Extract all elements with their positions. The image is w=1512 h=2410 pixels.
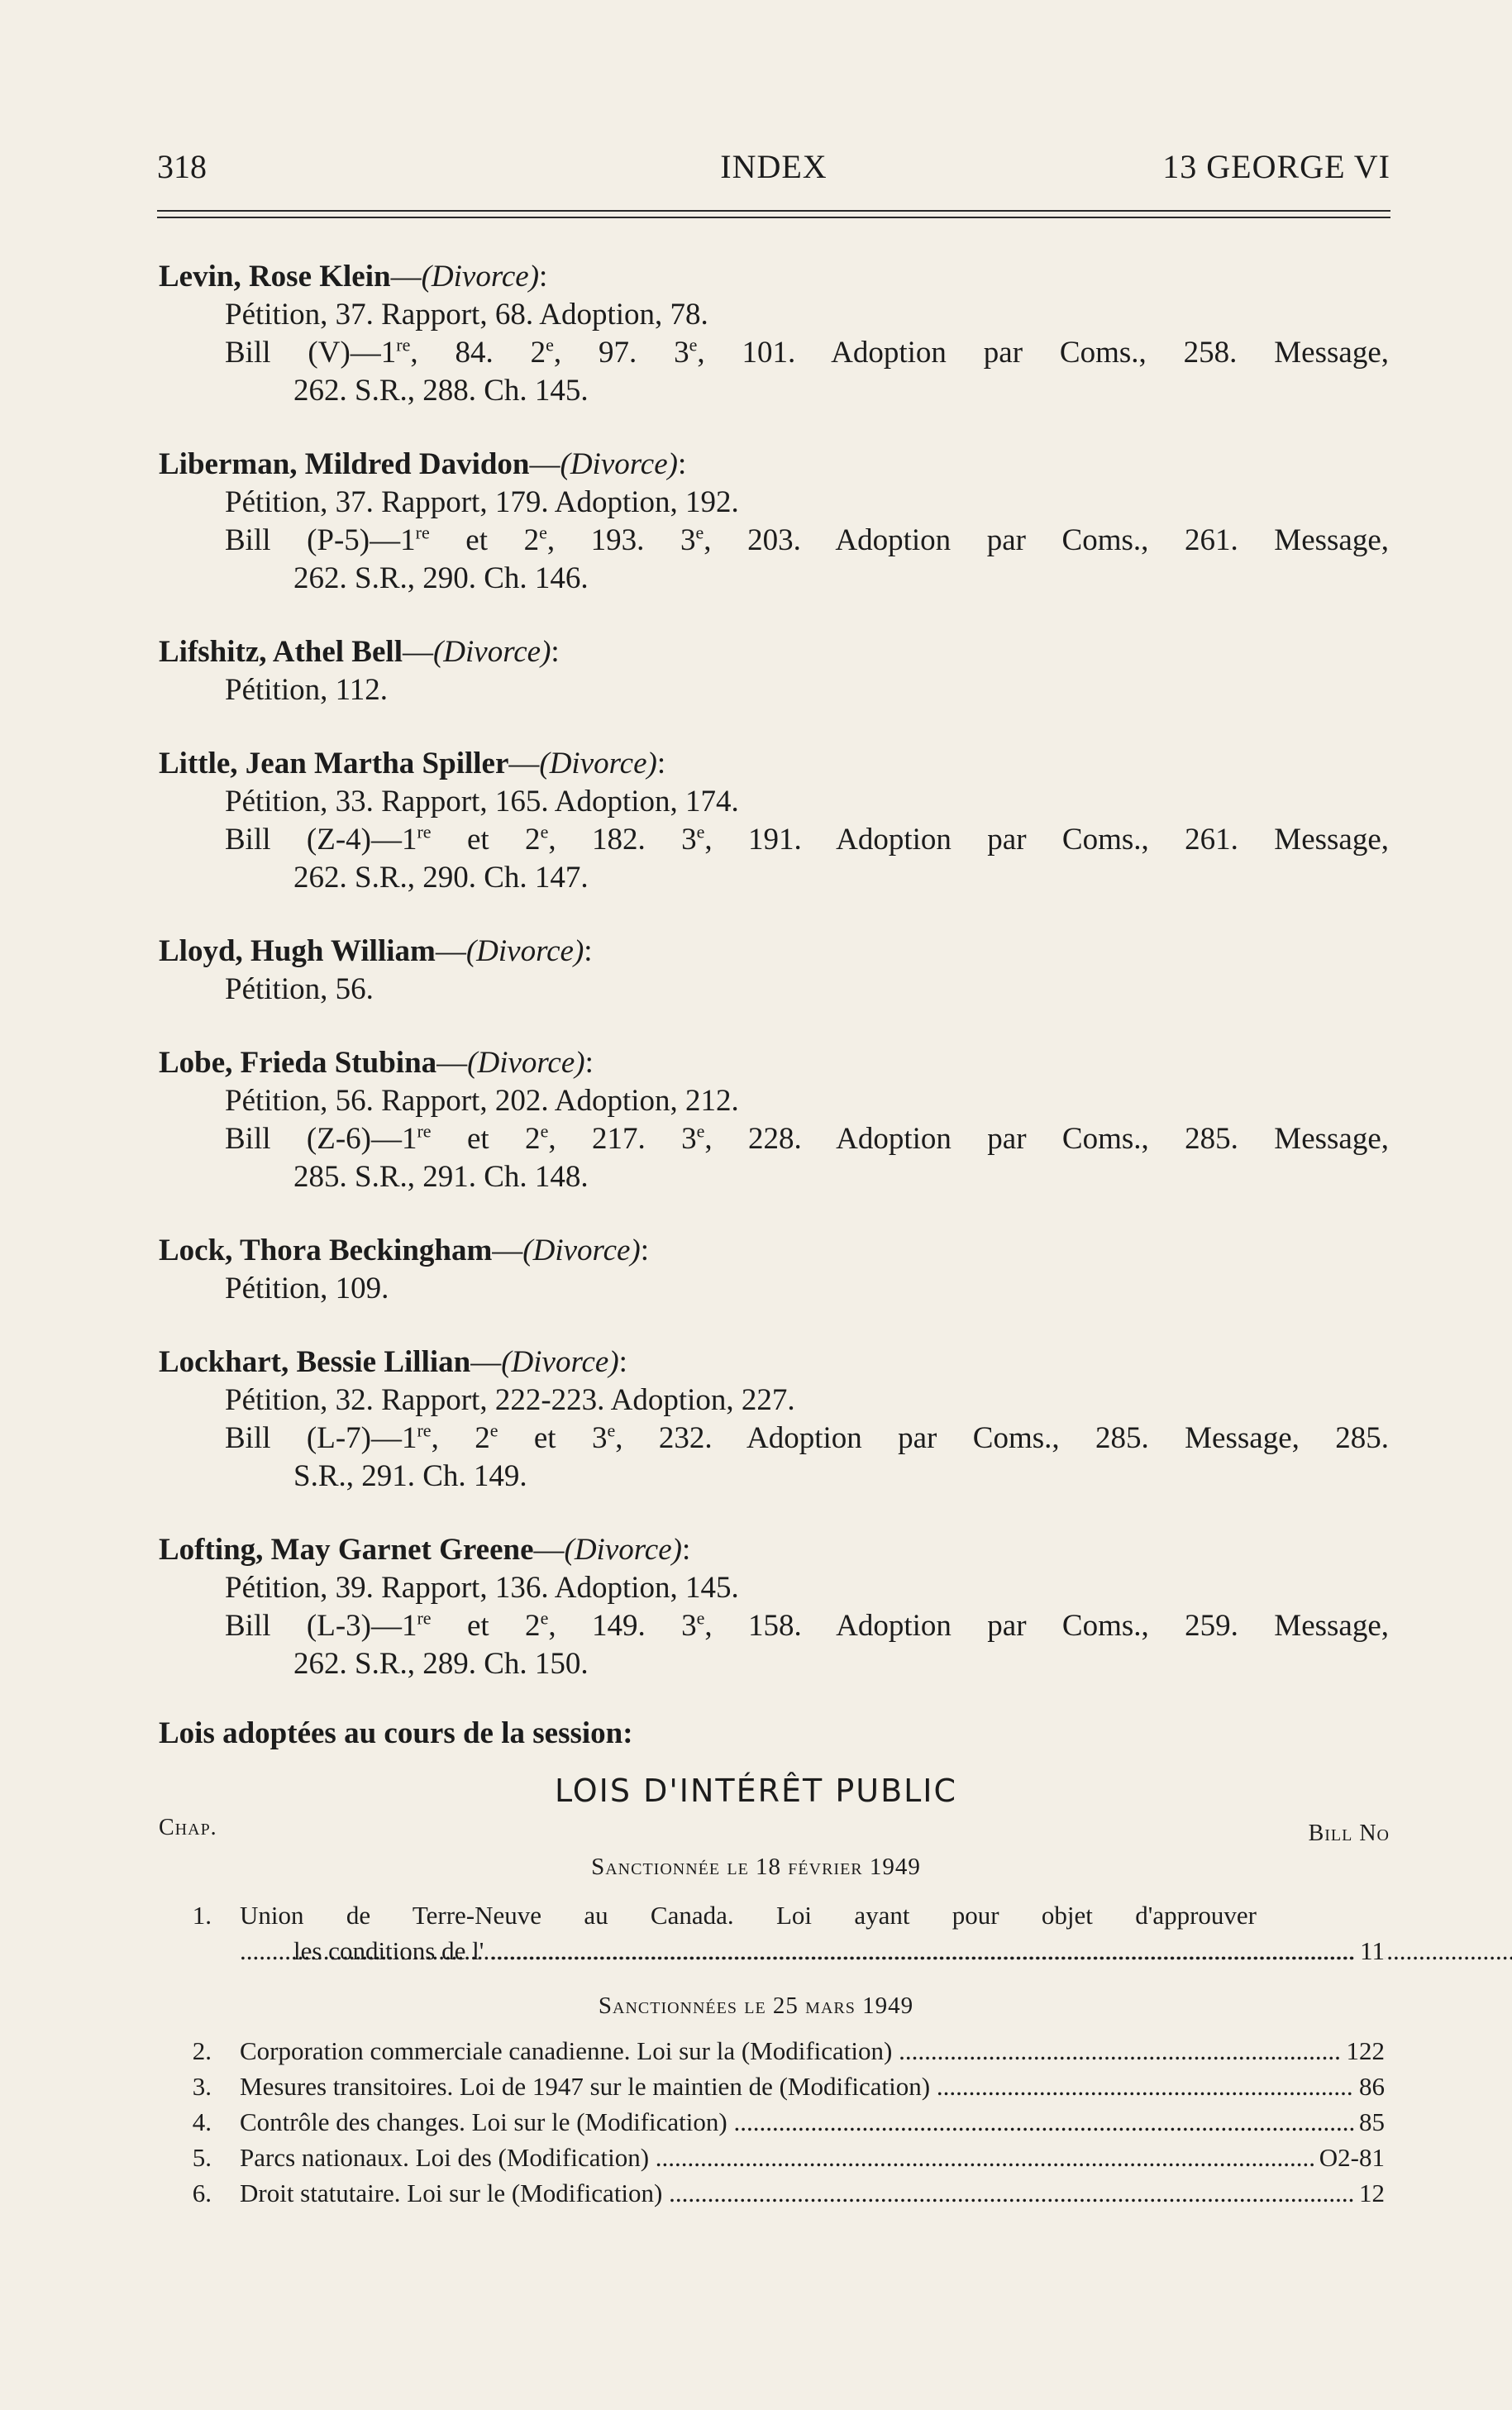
entry-name: Lloyd, Hugh William: [159, 934, 436, 968]
entry-heading: [159, 933, 1389, 971]
entry-name: Lockhart, Bessie Lillian: [159, 1345, 471, 1379]
bill-sup: re: [417, 1607, 432, 1629]
entry-petition-line: Pétition, 109.: [225, 1272, 389, 1305]
bill-sup: e: [696, 1607, 705, 1629]
entry-petition-line: Pétition, 33. Rapport, 165. Adoption, 174.: [225, 785, 739, 818]
law-bill-number: 122: [1342, 2033, 1386, 2069]
bill-text: Bill (L-7)—1: [225, 1421, 417, 1455]
entry-dash: —: [435, 934, 466, 968]
bill-text: , 228. Adoption par Coms., 285. Message,: [704, 1122, 1390, 1156]
entry-type: (Divorce): [501, 1345, 619, 1379]
law-row: [182, 2104, 1385, 2140]
law-title: Parcs nationaux. Loi des (Modification) .....: [240, 2140, 1356, 2175]
entry-heading: [159, 258, 1389, 296]
law-chapter: 6.: [192, 2179, 212, 2207]
entry-dash: —: [436, 1046, 468, 1080]
entry-name: Little, Jean Martha Spiller: [159, 747, 509, 780]
entry-continuation: 262. S.R., 290. Ch. 147.: [293, 861, 589, 895]
sanction-date-2: Sanctionnées le 25 mars 1949: [598, 1992, 914, 2019]
bill-text: et 2: [431, 1609, 541, 1643]
entry-name: Lock, Thora Beckingham: [159, 1234, 493, 1267]
entry-continuation: 262. S.R., 289. Ch. 150.: [293, 1647, 589, 1681]
law-chapter: 2.: [192, 2036, 212, 2065]
entry-dash: —: [533, 1533, 565, 1567]
bill-sup: e: [540, 1607, 549, 1629]
law-bill-number: 86: [1354, 2069, 1385, 2104]
page-number: 318: [157, 148, 207, 185]
law-row-continuation: [182, 1933, 1385, 1969]
bill-sup: re: [396, 334, 411, 356]
bill-text: , 84. 2: [410, 336, 546, 370]
index-entry: [159, 258, 1389, 410]
entry-colon: :: [584, 1046, 594, 1080]
header-rule-bottom: [157, 217, 1390, 218]
bill-text: , 97. 3: [553, 336, 689, 370]
lois-list-1: [182, 1897, 1385, 1969]
index-entry: [159, 745, 1389, 897]
entry-heading: [159, 1232, 1389, 1270]
entry-continuation: 262. S.R., 290. Ch. 146.: [293, 561, 589, 595]
entry-dash: —: [390, 260, 422, 293]
law-row: [182, 2069, 1385, 2104]
law-bill-number: O2-81: [1314, 2140, 1385, 2175]
entry-bill-line: [159, 1120, 1389, 1158]
entry-heading: [159, 446, 1389, 484]
entry-colon: :: [551, 635, 560, 669]
bill-sup: e: [489, 1420, 498, 1441]
index-entry: [159, 633, 1389, 709]
entry-type: (Divorce): [522, 1234, 641, 1267]
entry-petition-line: Pétition, 56. Rapport, 202. Adoption, 212.: [225, 1084, 739, 1118]
regnal-year: 13 GEORGE VI: [1162, 148, 1390, 185]
entry-dash: —: [529, 447, 560, 481]
law-title: Mesures transitoires. Loi de 1947 sur le maintien de (Modification) .....: [240, 2069, 1356, 2104]
entry-dash: —: [508, 747, 540, 780]
entry-bill-line: [159, 522, 1389, 560]
entry-colon: :: [640, 1234, 650, 1267]
law-title: Union de Terre-Neuve au Canada. Loi ayant pour objet d'approuver .....: [240, 1897, 1257, 1969]
entry-continuation: 262. S.R., 288. Ch. 145.: [293, 374, 589, 408]
bill-text: , 232. Adoption par Coms., 285. Message, 285.: [615, 1421, 1390, 1455]
bill-text: , 182. 3: [548, 823, 697, 857]
entry-colon: :: [656, 747, 666, 780]
entry-name: Lifshitz, Athel Bell: [159, 635, 403, 669]
entry-type: (Divorce): [421, 260, 540, 293]
entry-type: (Divorce): [560, 447, 678, 481]
law-row: [182, 2033, 1385, 2069]
page-title: INDEX: [720, 148, 828, 185]
bill-sup: e: [540, 821, 549, 842]
entry-heading: [159, 1044, 1389, 1082]
law-title: Corporation commerciale canadienne. Loi sur la (Modification) .....: [240, 2033, 1356, 2069]
entry-heading: [159, 633, 1389, 671]
bill-text: , 101. Adoption par Coms., 258. Message,: [697, 336, 1390, 370]
index-entry: [159, 933, 1389, 1009]
law-bill-number: 12: [1354, 2175, 1385, 2211]
sanction-date-1: Sanctionnée le 18 février 1949: [591, 1854, 921, 1880]
entry-petition-line: Pétition, 37. Rapport, 68. Adoption, 78.: [225, 298, 708, 332]
law-chapter: 3.: [192, 2072, 212, 2101]
bill-text: , 149. 3: [548, 1609, 697, 1643]
running-head: [157, 147, 1390, 193]
index-entry: [159, 1232, 1389, 1308]
bill-text: , 2: [431, 1421, 490, 1455]
bill-sup: re: [417, 1120, 432, 1142]
index-entry: [159, 1044, 1389, 1196]
bill-text: et 2: [429, 523, 540, 557]
bill-sup: e: [546, 334, 554, 356]
entry-petition-line: Pétition, 56.: [225, 972, 374, 1006]
entry-type: (Divorce): [539, 747, 657, 780]
section-title: Lois adoptées au cours de la session:: [159, 1716, 633, 1750]
entry-dash: —: [402, 635, 433, 669]
bill-sup: e: [689, 334, 698, 356]
bill-sup: re: [417, 821, 432, 842]
bill-text: Bill (Z-6)—1: [225, 1122, 417, 1156]
bill-text: , 203. Adoption par Coms., 261. Message,: [704, 523, 1390, 557]
entry-type: (Divorce): [432, 635, 551, 669]
bill-text: Bill (L-3)—1: [225, 1609, 417, 1643]
law-row: [182, 2175, 1385, 2211]
bill-text: , 191. Adoption par Coms., 261. Message,: [704, 823, 1390, 857]
entry-dash: —: [492, 1234, 523, 1267]
law-row: [182, 1897, 1385, 1933]
lois-list-2: [182, 2033, 1385, 2211]
law-bill-number: 11: [1355, 1933, 1385, 1969]
bill-sup: re: [417, 1420, 432, 1441]
bill-text: et 3: [498, 1421, 608, 1455]
index-entry: [159, 446, 1389, 598]
bill-sup: e: [607, 1420, 616, 1441]
entry-petition-line: Pétition, 37. Rapport, 179. Adoption, 192.: [225, 485, 739, 519]
law-chapter: 5.: [192, 2143, 212, 2172]
bill-text: , 193. 3: [546, 523, 696, 557]
entry-type: (Divorce): [465, 934, 584, 968]
index-entry: [159, 1531, 1389, 1683]
entry-petition-line: Pétition, 32. Rapport, 222-223. Adoption, 227.: [225, 1383, 795, 1417]
bill-text: et 2: [431, 1122, 541, 1156]
entry-heading: [159, 745, 1389, 783]
law-title: Contrôle des changes. Loi sur le (Modification) .....: [240, 2104, 1356, 2140]
bill-text: Bill (P-5)—1: [225, 523, 416, 557]
entry-bill-line: [159, 334, 1389, 372]
bill-sup: re: [415, 522, 430, 543]
entry-bill-line: [159, 821, 1389, 859]
lois-title: LOIS D'INTÉRÊT PUBLIC: [554, 1773, 958, 1809]
bill-text: Bill (V)—1: [225, 336, 397, 370]
chap-column-label: Chap.: [159, 1815, 217, 1840]
entry-petition-line: Pétition, 39. Rapport, 136. Adoption, 145.: [225, 1571, 739, 1605]
index-entry: [159, 1343, 1389, 1496]
law-chapter: 4.: [192, 2107, 212, 2136]
entry-petition-line: Pétition, 112.: [225, 673, 388, 707]
entry-bill-line: [159, 1420, 1389, 1458]
entry-heading: [159, 1343, 1389, 1382]
bill-column-label: Bill No: [1308, 1821, 1390, 1846]
bill-sup: e: [695, 522, 704, 543]
entry-colon: :: [681, 1533, 691, 1567]
entry-bill-line: [159, 1607, 1389, 1645]
entry-name: Levin, Rose Klein: [159, 260, 391, 293]
entry-heading: [159, 1531, 1389, 1569]
entry-continuation: 285. S.R., 291. Ch. 148.: [293, 1160, 589, 1194]
bill-sup: e: [539, 522, 547, 543]
bill-text: , 158. Adoption par Coms., 259. Message,: [704, 1609, 1390, 1643]
entry-type: (Divorce): [467, 1046, 585, 1080]
entry-colon: :: [618, 1345, 627, 1379]
entry-name: Lofting, May Garnet Greene: [159, 1533, 534, 1567]
law-title: Droit statutaire. Loi sur le (Modification) .....: [240, 2175, 1356, 2211]
bill-sup: e: [696, 1120, 705, 1142]
entry-name: Lobe, Frieda Stubina: [159, 1046, 437, 1080]
header-rule-top: [157, 210, 1390, 212]
law-bill-number: 85: [1354, 2104, 1385, 2140]
law-title-cont: les conditions de l' .....: [293, 1933, 1360, 1969]
bill-sup: e: [696, 821, 705, 842]
bill-sup: e: [540, 1120, 549, 1142]
law-row: [182, 2140, 1385, 2175]
entry-dash: —: [470, 1345, 502, 1379]
entry-colon: :: [584, 934, 593, 968]
bill-text: et 2: [431, 823, 541, 857]
entry-type: (Divorce): [564, 1533, 682, 1567]
index-entries: [159, 258, 1389, 1719]
bill-text: Bill (Z-4)—1: [225, 823, 417, 857]
entry-continuation: S.R., 291. Ch. 149.: [293, 1459, 527, 1493]
bill-text: , 217. 3: [548, 1122, 697, 1156]
entry-name: Liberman, Mildred Davidon: [159, 447, 530, 481]
entry-colon: :: [539, 260, 548, 293]
law-chapter: 1.: [192, 1901, 212, 1930]
entry-colon: :: [677, 447, 687, 481]
